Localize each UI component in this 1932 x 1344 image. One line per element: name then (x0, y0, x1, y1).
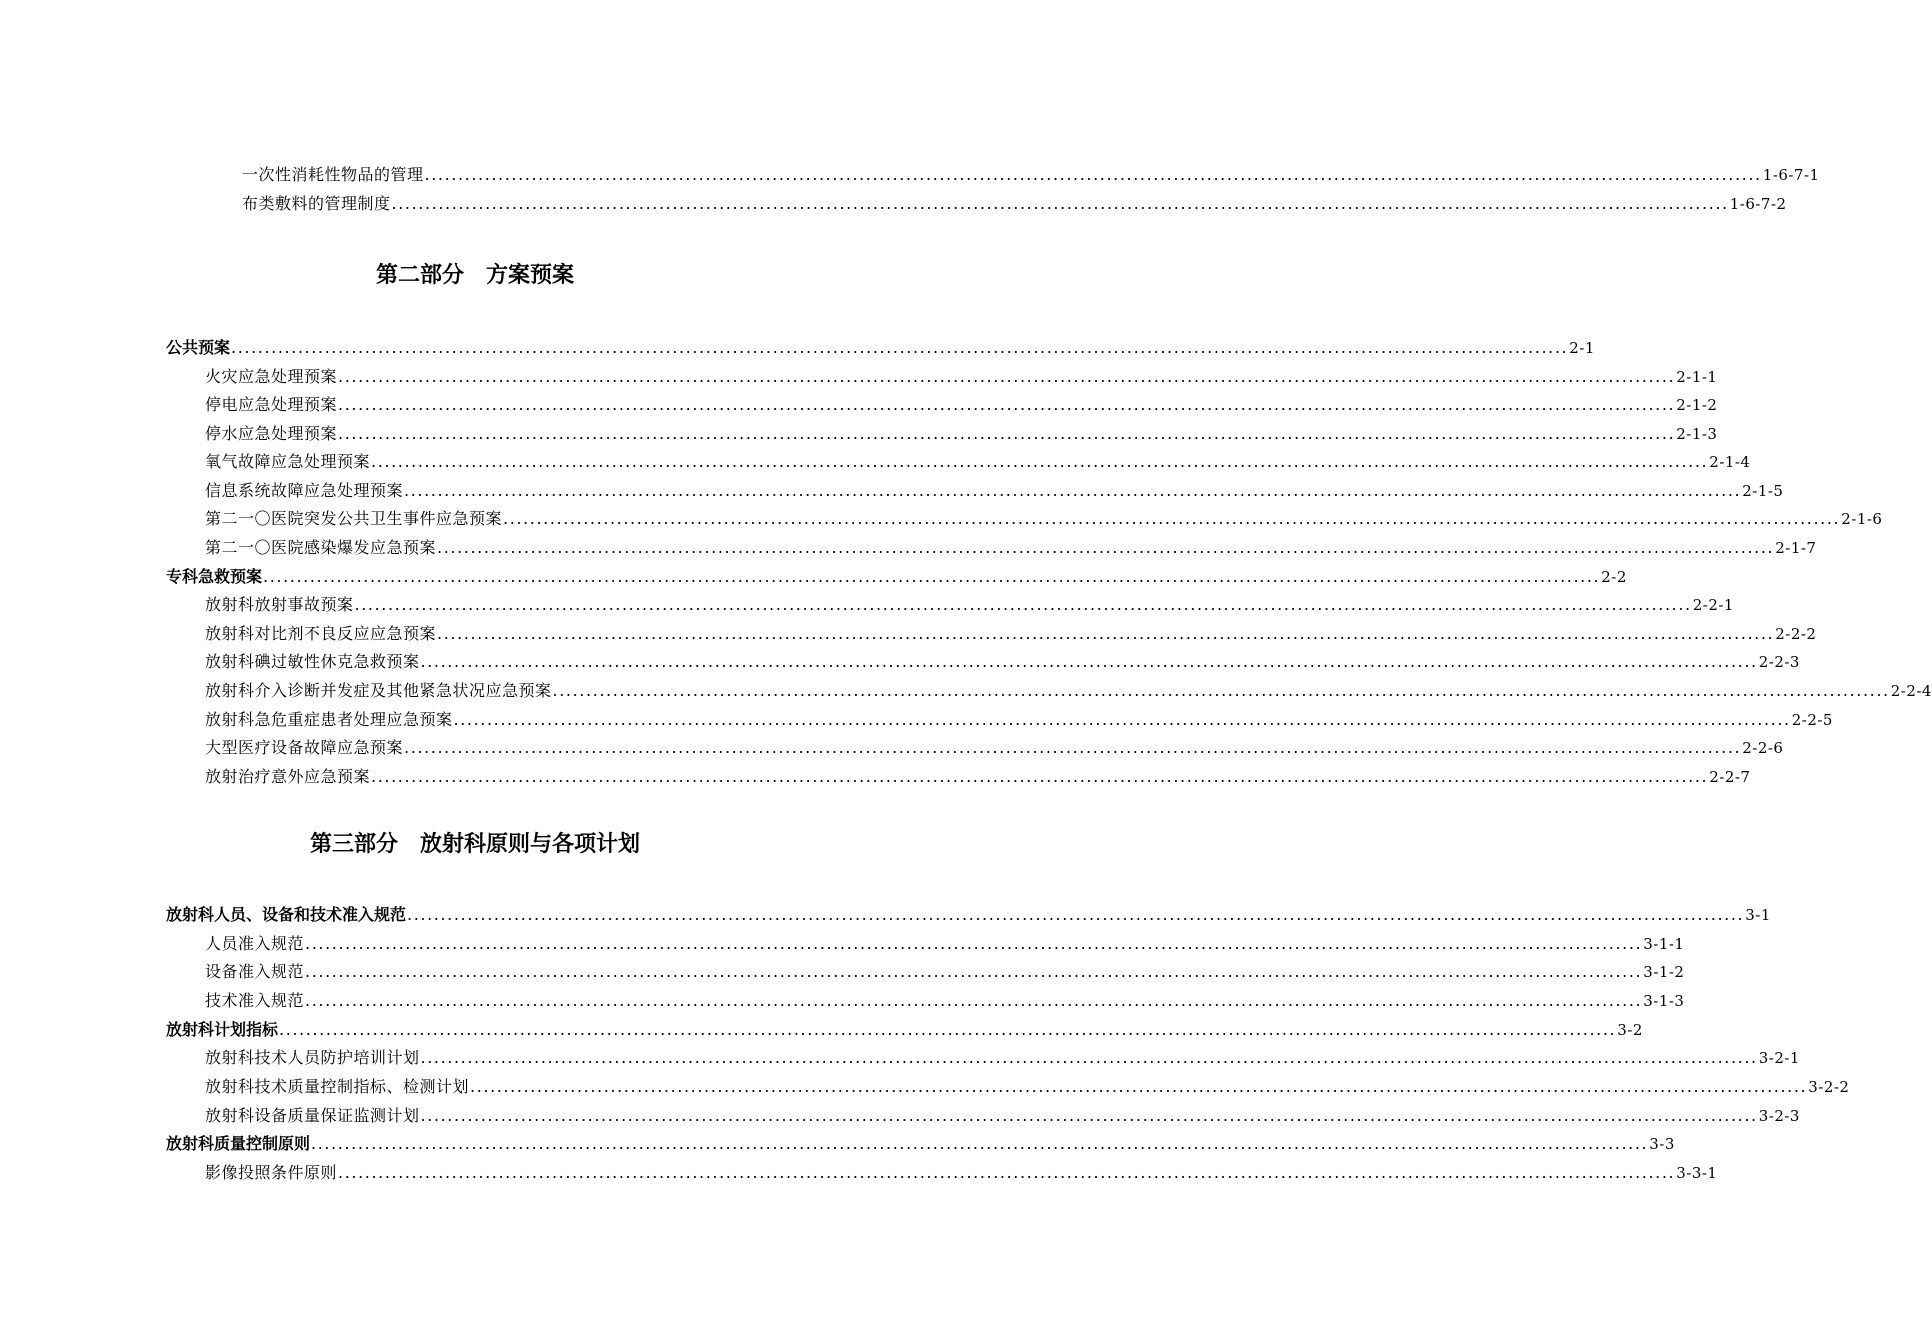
toc-entry-page: 2-2-4 (1890, 682, 1932, 700)
leader-dots: ........................................................................................................................................................................................................ (437, 624, 1775, 643)
toc-entry-title: 氧气故障应急处理预案 (205, 452, 371, 471)
leader-dots: ........................................................................................................................................................................................................ (404, 481, 1742, 500)
toc-group-page: 3-2 (1617, 1021, 1643, 1039)
leader-dots: ........................................................................................................................................................................................................ (407, 905, 1745, 924)
leader-dots: ........................................................................................................................................................................................................ (354, 595, 1692, 614)
toc-entry-title: 设备准入规范 (205, 962, 305, 981)
toc-entry-page: 2-2-5 (1791, 711, 1833, 729)
toc-entry-page: 3-1-2 (1643, 963, 1685, 981)
part-heading: 第二部分 方案预案 (375, 263, 574, 288)
leader-dots: ........................................................................................................................................................................................................ (371, 452, 1709, 471)
leader-dots: ........................................................................................................................................................................................................ (420, 1106, 1758, 1125)
toc-entry[interactable] (205, 509, 1883, 529)
leader-dots: ........................................................................................................................................................................................................ (338, 424, 1676, 443)
toc-entry[interactable] (205, 424, 1718, 444)
toc-entry-title: 放射科技术质量控制指标、检测计划 (205, 1077, 470, 1096)
toc-group[interactable] (166, 567, 1627, 587)
toc-entry-title: 技术准入规范 (205, 991, 305, 1010)
toc-entry[interactable] (242, 165, 1820, 185)
toc-entry-page: 1-6-7-1 (1762, 166, 1820, 184)
toc-entry-page: 3-1-3 (1643, 992, 1685, 1010)
leader-dots: ........................................................................................................................................................................................................ (231, 338, 1569, 357)
toc-entry-page: 2-2-6 (1742, 739, 1784, 757)
leader-dots: ........................................................................................................................................................................................................ (338, 367, 1676, 386)
toc-group-title: 放射科人员、设备和技术准入规范 (166, 905, 407, 924)
toc-entry-title: 第二一〇医院突发公共卫生事件应急预案 (205, 509, 503, 528)
toc-entry-page: 2-2-1 (1692, 596, 1734, 614)
leader-dots: ........................................................................................................................................................................................................ (453, 710, 1791, 729)
toc-entry-page: 2-1-3 (1676, 425, 1718, 443)
toc-entry[interactable] (205, 991, 1685, 1011)
toc-entry-title: 大型医疗设备故障应急预案 (205, 738, 404, 757)
toc-entry-page: 2-1-7 (1775, 539, 1817, 557)
toc-entry-title: 放射治疗意外应急预案 (205, 767, 371, 786)
toc-entry-page: 2-1-6 (1841, 510, 1883, 528)
toc-entry-title: 信息系统故障应急处理预案 (205, 481, 404, 500)
leader-dots: ........................................................................................................................................................................................................ (305, 991, 1643, 1010)
toc-entry-title: 放射科技术人员防护培训计划 (205, 1048, 420, 1067)
toc-entry[interactable] (205, 652, 1800, 672)
toc-group-page: 2-1 (1569, 339, 1595, 357)
toc-entry-title: 人员准入规范 (205, 934, 305, 953)
leader-dots: ........................................................................................................................................................................................................ (371, 767, 1709, 786)
toc-entry-title: 放射科放射事故预案 (205, 595, 354, 614)
toc-entry-page: 3-1-1 (1643, 935, 1685, 953)
toc-entry-title: 放射科介入诊断并发症及其他紧急状况应急预案 (205, 681, 552, 700)
toc-entry-page: 1-6-7-2 (1729, 195, 1787, 213)
toc-entry[interactable] (242, 194, 1787, 214)
toc-entry-title: 放射科碘过敏性休克急救预案 (205, 652, 420, 671)
toc-group[interactable] (166, 905, 1771, 925)
toc-group-title: 专科急救预案 (166, 567, 263, 586)
toc-group[interactable] (166, 1134, 1675, 1154)
leader-dots: ........................................................................................................................................................................................................ (311, 1134, 1649, 1153)
leader-dots: ........................................................................................................................................................................................................ (338, 395, 1676, 414)
leader-dots: ........................................................................................................................................................................................................ (503, 509, 1841, 528)
leader-dots: ........................................................................................................................................................................................................ (404, 738, 1742, 757)
leader-dots: ........................................................................................................................................................................................................ (437, 538, 1775, 557)
toc-entry-page: 2-1-4 (1709, 453, 1751, 471)
toc-entry-page: 2-2-7 (1709, 768, 1751, 786)
toc-entry[interactable] (205, 934, 1685, 954)
toc-entry[interactable] (205, 1163, 1718, 1183)
toc-entry[interactable] (205, 481, 1784, 501)
toc-entry[interactable] (205, 1048, 1800, 1068)
toc-entry-title: 停电应急处理预案 (205, 395, 338, 414)
toc-entry-page: 2-1-2 (1676, 396, 1718, 414)
toc-group[interactable] (166, 338, 1595, 358)
toc-entry[interactable] (205, 1077, 1850, 1097)
toc-group-page: 2-2 (1601, 568, 1627, 586)
toc-entry[interactable] (205, 681, 1932, 701)
toc-entry[interactable] (205, 962, 1685, 982)
toc-entry[interactable] (205, 1106, 1800, 1126)
toc-entry-page: 3-3-1 (1676, 1164, 1718, 1182)
toc-entry-page: 2-1-5 (1742, 482, 1784, 500)
toc-group-title: 放射科质量控制原则 (166, 1134, 311, 1153)
leader-dots: ........................................................................................................................................................................................................ (305, 934, 1643, 953)
leader-dots: ........................................................................................................................................................................................................ (338, 1163, 1676, 1182)
toc-entry[interactable] (205, 452, 1751, 472)
toc-group-page: 3-1 (1745, 906, 1771, 924)
leader-dots: ........................................................................................................................................................................................................ (470, 1077, 1808, 1096)
leader-dots: ........................................................................................................................................................................................................ (391, 194, 1729, 213)
toc-entry[interactable] (205, 710, 1833, 730)
toc-entry-title: 放射科急危重症患者处理应急预案 (205, 710, 453, 729)
toc-entry-title: 一次性消耗性物品的管理 (242, 165, 424, 184)
toc-group-title: 放射科计划指标 (166, 1020, 279, 1039)
leader-dots: ........................................................................................................................................................................................................ (279, 1020, 1617, 1039)
toc-entry-title: 布类敷料的管理制度 (242, 194, 391, 213)
leader-dots: ........................................................................................................................................................................................................ (305, 962, 1643, 981)
toc-group-title: 公共预案 (166, 338, 231, 357)
leader-dots: ........................................................................................................................................................................................................ (424, 165, 1762, 184)
toc-entry[interactable] (205, 395, 1718, 415)
toc-entry-title: 放射科对比剂不良反应应急预案 (205, 624, 437, 643)
part-heading: 第三部分 放射科原则与各项计划 (309, 832, 640, 857)
leader-dots: ........................................................................................................................................................................................................ (420, 652, 1758, 671)
toc-entry[interactable] (205, 595, 1734, 615)
leader-dots: ........................................................................................................................................................................................................ (263, 567, 1601, 586)
toc-group[interactable] (166, 1020, 1643, 1040)
toc-entry-title: 影像投照条件原则 (205, 1163, 338, 1182)
toc-entry-title: 停水应急处理预案 (205, 424, 338, 443)
toc-group-page: 3-3 (1649, 1135, 1675, 1153)
toc-entry-title: 放射科设备质量保证监测计划 (205, 1106, 420, 1125)
toc-entry-page: 2-2-3 (1758, 653, 1800, 671)
toc-entry-page: 3-2-1 (1758, 1049, 1800, 1067)
toc-entry[interactable] (205, 538, 1817, 558)
toc-entry[interactable] (205, 624, 1817, 644)
toc-entry[interactable] (205, 767, 1751, 787)
toc-entry-page: 2-2-2 (1775, 625, 1817, 643)
toc-entry-page: 3-2-3 (1758, 1107, 1800, 1125)
toc-entry-page: 3-2-2 (1808, 1078, 1850, 1096)
leader-dots: ........................................................................................................................................................................................................ (420, 1048, 1758, 1067)
toc-entry-title: 火灾应急处理预案 (205, 367, 338, 386)
leader-dots: ........................................................................................................................................................................................................ (552, 681, 1890, 700)
toc-entry-page: 2-1-1 (1676, 368, 1718, 386)
toc-entry[interactable] (205, 738, 1784, 758)
toc-entry-title: 第二一〇医院感染爆发应急预案 (205, 538, 437, 557)
toc-entry[interactable] (205, 367, 1718, 387)
